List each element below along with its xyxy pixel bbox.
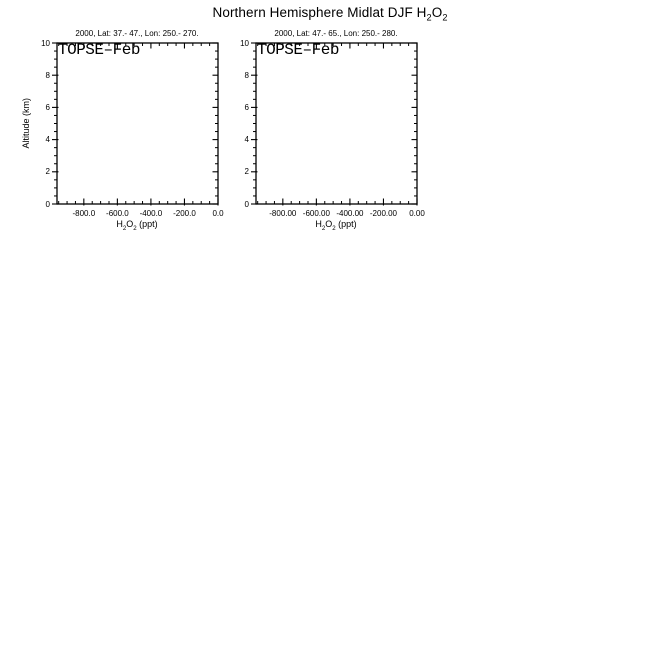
panel1-title: 2000, Lat: 37.- 47., Lon: 250.- 270. [75,29,199,38]
panel1-y-tick-label: 2 [45,167,50,177]
panel2-x-tick-label: -200.00 [369,209,398,218]
figure-title-text: O [431,5,443,20]
panel2-y-tick-label: 10 [240,38,249,48]
panel1-y-tick-label: 4 [45,135,50,145]
panel2-x-tick-label: -400.00 [336,209,364,218]
panel1-x-tick-label: -800.0 [72,209,96,218]
panel2-y-tick-label: 0 [244,199,249,209]
panel1-y-axis-label [19,43,33,204]
figure-title-subscript: 2 [442,12,448,23]
figure-title-text: Northern Hemisphere Midlat DJF H [212,5,427,20]
panel1-y-tick-label: 8 [45,70,50,80]
panel2-annotation: TOPSE–Feb [257,41,339,59]
panel2-x-tick-label: 0.00 [409,209,425,218]
panel2-y-tick-label: 2 [244,167,249,177]
panel1-x-tick-label: 0.0 [212,209,224,218]
panel1-annotation: TOPSE–Feb [58,41,140,59]
panel2-title: 2000, Lat: 47.- 65., Lon: 250.- 280. [274,29,398,38]
panel1-y-tick-label: 0 [45,199,50,209]
panel2-x-tick-label: -800.00 [269,209,297,218]
panel1-x-axis-label: $H_2O_2$ (ppt) [116,219,158,232]
panel1-y-tick-label: 6 [45,102,50,112]
panel1-x-tick-label: -600.0 [106,209,129,218]
panel1-y-axis-label-text: Altitude (km) [21,98,31,149]
panel2-y-tick-label: 4 [244,135,249,145]
panel2-y-tick-label: 6 [244,102,249,112]
panel2-y-tick-label: 8 [244,70,249,80]
panel1-plot-box [57,43,218,204]
panel2-x-tick-label: -600.00 [302,209,330,218]
panel1-y-tick-label: 10 [41,38,50,48]
panel2-plot-box [256,43,417,204]
panel1-x-tick-label: -400.0 [139,209,163,218]
panel2-x-axis-label: $H_2O_2$ (ppt) [315,219,357,232]
panel1-x-tick-label: -200.0 [173,209,196,218]
figure-title [0,5,648,23]
figure-title-subscript: 2 [426,12,432,23]
